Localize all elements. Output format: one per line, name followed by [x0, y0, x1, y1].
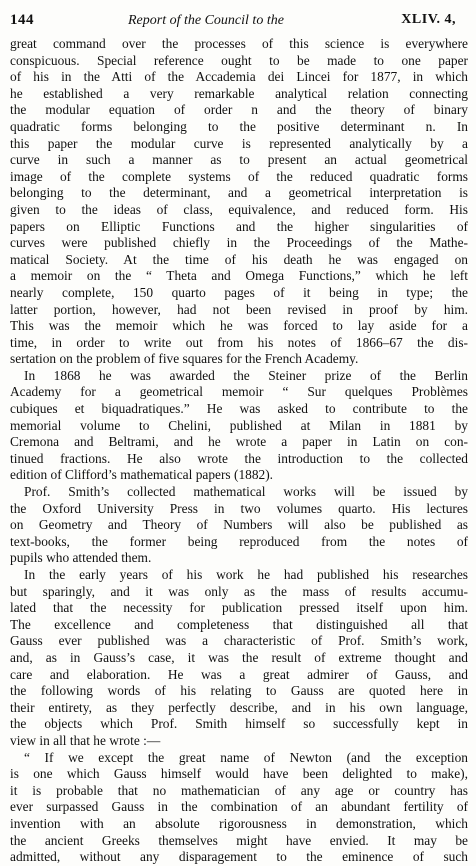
text-line: belonging to the determinant, and a geometrical interpretation is: [10, 185, 468, 201]
page-number: 144: [10, 12, 34, 28]
body-text: [10, 36, 468, 866]
text-line: on Geometry and Theory of Numbers will also be published as: [10, 517, 468, 533]
text-line: The excellence and completeness that distinguished all that: [10, 616, 468, 632]
running-title: Report of the Council to the: [128, 13, 284, 28]
text-line: the modular equation of order n and the theory of binary: [10, 102, 468, 118]
text-line: In 1868 he was awarded the Steiner prize of the Berlin: [24, 367, 468, 383]
text-line: it is probable that no mathematician of any age or country has: [10, 782, 468, 798]
text-line: their entirety, as they perfectly describe, and in his own language,: [10, 699, 468, 715]
text-line: latter portion, however, had not been revised in proof by him.: [10, 301, 468, 317]
text-line: and, as in Gauss’s case, it was the result of extreme thought and: [10, 649, 468, 665]
text-line: this paper the modular curve is represented analytically by a: [10, 135, 468, 151]
text-line: edition of Clifford’s mathematical papers (1882).: [10, 467, 274, 483]
text-line: papers on Elliptic Functions and the higher singularities of: [10, 218, 468, 234]
text-line: Gauss ever published was a characteristic of Prof. Smith’s work,: [10, 633, 468, 649]
text-line: time, in order to write out from his notes of 1866–67 the dis-: [10, 334, 468, 350]
text-line: given to the ideas of class, equivalence, and reduced form. His: [10, 201, 468, 217]
text-line: the objects which Prof. Smith himself so successfully kept in: [10, 716, 468, 732]
text-line: ever surpassed Gauss in the combination of an abundant fertility of: [10, 799, 468, 815]
text-line: lated that the necessity for publication pressed itself upon him.: [10, 600, 468, 616]
text-line: tinued fractions. He also wrote the introduction to the collected: [10, 450, 468, 466]
text-line: Cremona and Beltrami, and he wrote a paper in Latin on con-: [10, 434, 468, 450]
text-line: conspicuous. Special reference ought to be made to one paper: [10, 52, 468, 68]
text-line: great command over the processes of this science is everywhere: [10, 36, 468, 51]
text-line: the following words of his relating to Gauss are quoted here in: [10, 683, 468, 699]
text-line: matical Society. At the time of his death he was engaged on: [10, 251, 468, 267]
text-line: the ancient Greeks themselves might have envied. It may be: [10, 832, 468, 848]
text-line: but sparingly, and it was only as the mass of results accumu-: [10, 583, 468, 599]
text-line: curves were published chiefly in the Proceedings of the Mathe-: [10, 235, 468, 251]
text-line: sertation on the problem of five squares for the French Academy.: [10, 351, 359, 367]
text-line: Prof. Smith’s collected mathematical works will be issued by: [24, 484, 468, 500]
running-header: [10, 12, 456, 32]
volume-number: XLIV. 4,: [401, 12, 456, 27]
text-line: quadratic forms belonging to the positive determinant n. In: [10, 118, 468, 134]
text-line: In the early years of his work he had published his researches: [24, 567, 468, 582]
text-line: view in all that he wrote :—: [10, 732, 161, 748]
text-line: the Oxford University Press in two volumes quarto. His lectures: [10, 500, 468, 516]
text-line: admitted, without any disparagement to the eminence of such: [10, 849, 468, 865]
text-line: a memoir on the “ Theta and Omega Functions,” which he left: [10, 268, 468, 284]
text-line: “ If we except the great name of Newton (and the exception: [24, 749, 468, 765]
text-line: invention with an absolute rigorousness in demonstration, which: [10, 815, 468, 831]
text-line: memorial volume to Chelini, published at Milan in 1881 by: [10, 417, 468, 433]
text-line: pupils who attended them.: [10, 550, 152, 566]
text-line: cubiques et biquadratiques.” He was asked to contribute to the: [10, 401, 468, 417]
text-line: Academy for a geometrical memoir “ Sur quelques Problèmes: [10, 384, 468, 400]
text-line: image of the complete systems of the reduced quadratic forms: [10, 168, 468, 184]
text-line: is one which Gauss himself would have been delighted to make),: [10, 766, 468, 782]
text-line: of his in the Atti of the Accademia dei Lincei for 1877, in which: [10, 69, 468, 85]
text-line: care and elaboration. He was a great admirer of Gauss, and: [10, 666, 468, 682]
text-line: he established a very remarkable analytical relation connecting: [10, 85, 468, 101]
text-line: nearly complete, 150 quarto pages of it being in type; the: [10, 284, 468, 300]
text-line: curve in such a manner as to present an actual geometrical: [10, 152, 468, 168]
text-line: text-books, the former being reproduced from the notes of: [10, 533, 468, 549]
text-line: This was the memoir which he was forced to lay aside for a: [10, 318, 468, 334]
